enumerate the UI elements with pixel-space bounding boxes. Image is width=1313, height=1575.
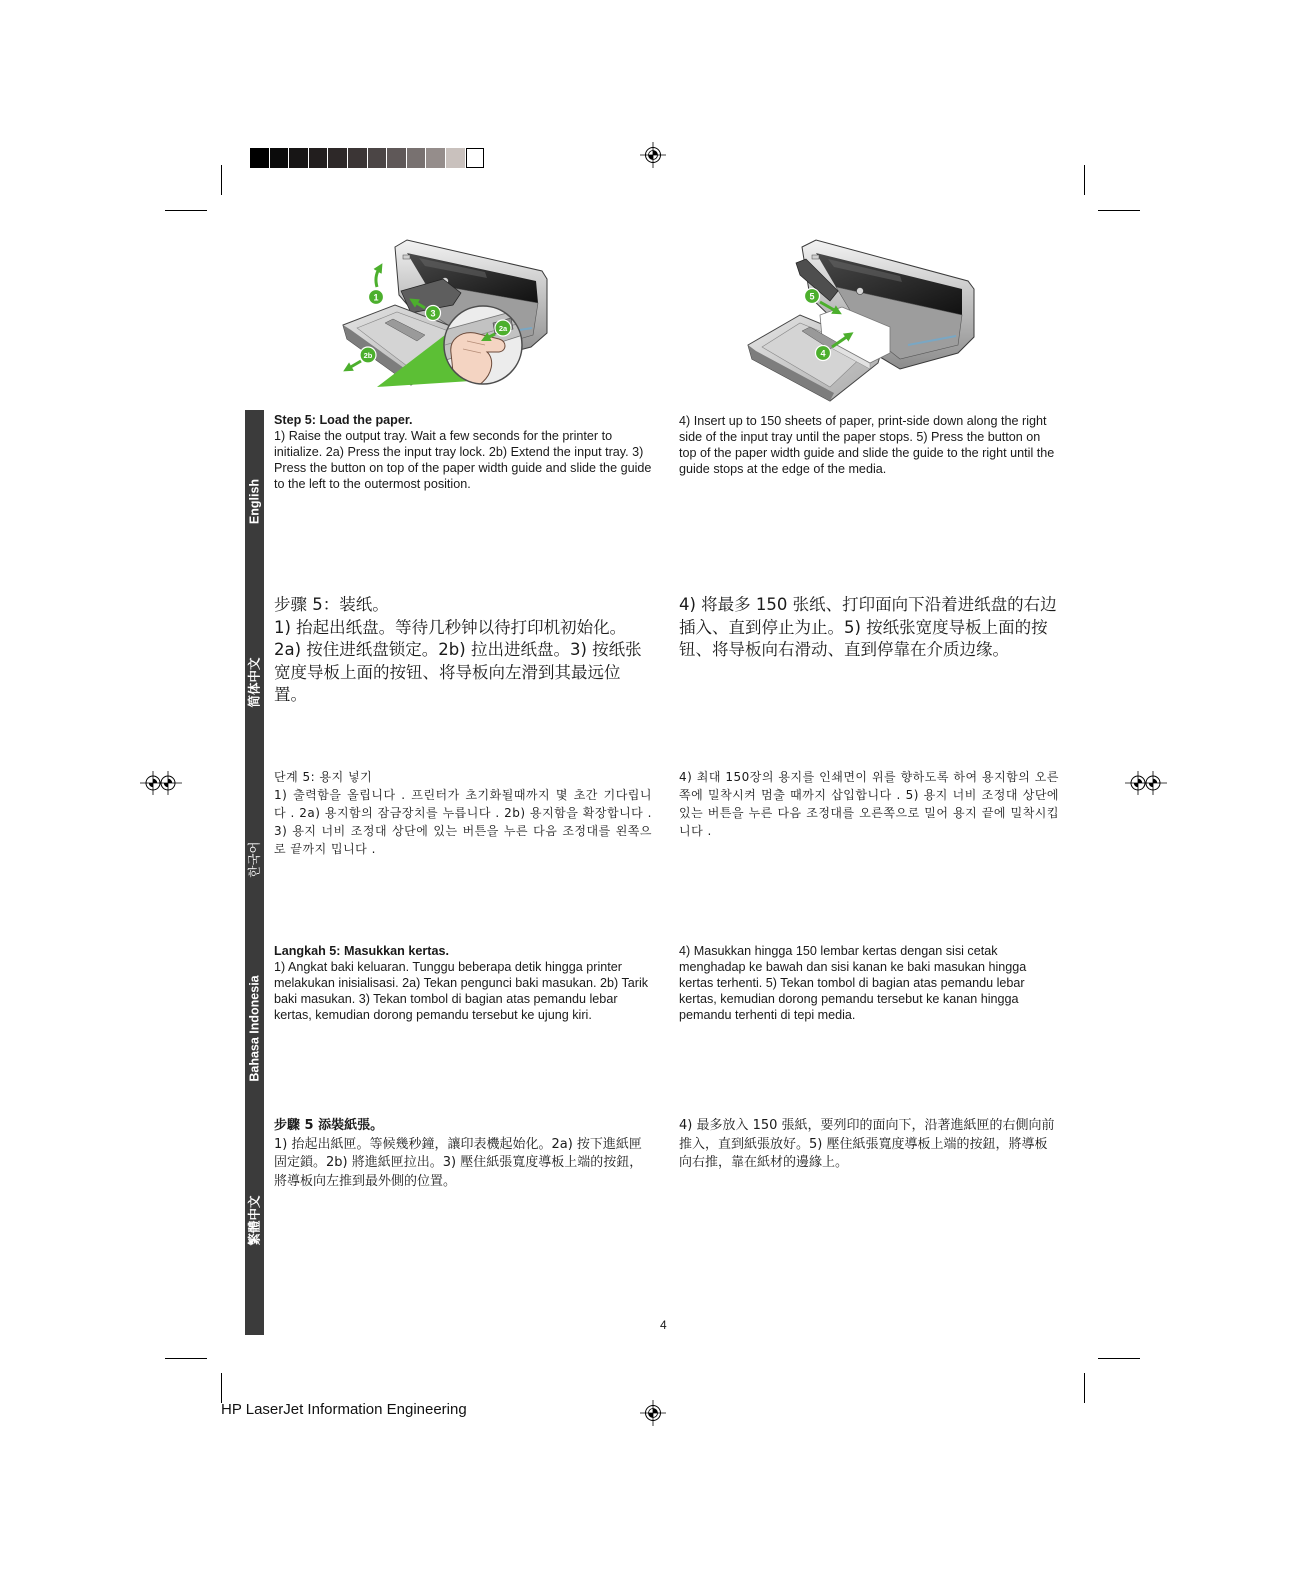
page-number: 4 (660, 1318, 667, 1332)
registration-mark-left (138, 768, 184, 798)
crop-mark-bottom-right-vertical (1084, 1373, 1085, 1403)
reg-quadrant (1138, 779, 1142, 783)
step-instructions: 1) 抬起出纸盘。等待几秒钟以待打印机初始化。2a) 按住进纸盘锁定。2b) 拉出进纸盘。3) 按纸张宽度导板上面的按钮、将导板向左滑到其最远位置。 (274, 617, 642, 704)
arrow-raise-output-tray (376, 269, 379, 287)
section-english-left (274, 412, 652, 492)
step-instructions: 1) Raise the output tray. Wait a few seconds for the printer to initialize. 2a) Press the input tray lock. 2b) Extend the input tray. 3) Press the button on top of the paper width guide and slide the guide to the left to the outermost position. (274, 429, 652, 491)
reg-quadrant (1153, 779, 1157, 783)
callout-4-label: 4 (820, 348, 826, 359)
step-heading: 步驟 5 添裝紙張。 (274, 1118, 384, 1133)
step-instructions: 1) 출력함을 올립니다 . 프린터가 초기화될때까지 몇 초간 기다립니다 . 2a) 용지함의 잠금장치를 누릅니다 . 2b) 용지함을 확장합니다 . 3) 용지 너비 조정대 상단에 있는 버튼을 누른 다음 조정대를 왼쪽으로 끝까지 밉니다 . (274, 788, 652, 856)
section-korean-right (679, 768, 1059, 840)
page-footer: HP LaserJet Information Engineering (221, 1401, 467, 1418)
step-instructions: 4) Insert up to 150 sheets of paper, print-side down along the right side of the input tray until the paper stops. 5) Press the button on top of the paper width guide and slide the guide to the right until the guide stops at the edge of the media. (679, 414, 1055, 476)
reg-quadrant (153, 779, 157, 783)
color-swatch (250, 148, 269, 168)
registration-mark-top (638, 140, 668, 170)
language-sidebar (245, 410, 264, 1335)
color-swatch (328, 148, 347, 168)
step-heading: Langkah 5: Masukkan kertas. (274, 944, 449, 958)
color-swatch (309, 148, 328, 168)
callout-1-label: 1 (373, 292, 379, 303)
step-instructions: 4) 최대 150장의 용지를 인쇄면이 위를 향하도록 하여 용지함의 오른쪽에 밀착시켜 멈출 때까지 삽입합니다 . 5) 용지 너비 조정대 상단에 있는 버튼을 누른 다음 조정대를 오른쪽으로 밀어 용지 끝에 밀착시킵니다 . (679, 770, 1059, 838)
section-indonesian-left (274, 943, 652, 1023)
sidebar-label-korean: 한국어 (247, 840, 261, 878)
color-swatch (387, 148, 406, 168)
crop-mark-top-left-vertical (221, 165, 222, 195)
hp-logo-icon (857, 288, 864, 295)
color-swatch (446, 148, 465, 168)
printer-control-buttons (403, 255, 410, 259)
section-english-right (679, 413, 1059, 477)
step-instructions: 4) 将最多 150 张纸、打印面向下沿着进纸盘的右边插入、直到停止为止。5) 按纸张宽度导板上面的按钮、将导板向右滑动、直到停靠在介质边缘。 (679, 595, 1057, 659)
printer-control-buttons (812, 255, 819, 259)
crop-mark-bottom-right-horizontal (1098, 1358, 1140, 1359)
crop-mark-bottom-left-vertical (221, 1373, 222, 1403)
registration-mark-right (1123, 768, 1169, 798)
color-swatch (426, 148, 445, 168)
crop-mark-top-right-vertical (1084, 165, 1085, 195)
callout-2a-label: 2a (498, 323, 508, 333)
crop-mark-top-right-horizontal (1098, 210, 1140, 211)
callout-3-label: 3 (430, 308, 436, 319)
step-instructions: 1) Angkat baki keluaran. Tunggu beberapa detik hingga printer melakukan inisialisasi. 2a) Tekan pengunci baki masukan. 2b) Tarik baki masukan. 3) Tekan tombol di bagian atas pemandu lebar kertas, kemudian dorong pemandu tersebut ke ujung kiri. (274, 960, 649, 1022)
crop-mark-top-left-horizontal (165, 210, 207, 211)
color-swatch (368, 148, 387, 168)
section-traditional-chinese-left (274, 1117, 652, 1191)
section-simplified-chinese-right (679, 594, 1059, 662)
reg-quadrant (1134, 783, 1138, 787)
printer-illustration-left (335, 235, 555, 403)
reg-quadrant (653, 151, 658, 156)
step-instructions: 4) Masukkan hingga 150 lembar kertas dengan sisi cetak menghadap ke bawah dan sisi kanan ke baki masukan hingga kertas terhenti. 5) Tekan tombol di bagian atas pemandu lebar kertas, kemudian dorong pemandu tersebut ke kanan hingga pemandu terhenti di tepi media. (679, 944, 1027, 1022)
color-swatch (348, 148, 367, 168)
reg-quadrant (168, 779, 172, 783)
step-heading: Step 5: Load the paper. (274, 413, 413, 427)
sidebar-label-traditional-chinese: 繁體中文 (247, 1195, 261, 1246)
arrow-extend-input-tray (349, 361, 361, 368)
registration-mark-bottom (638, 1398, 668, 1428)
color-calibration-bar (250, 148, 484, 168)
step-instructions: 4) 最多放入 150 張紙，要列印的面向下，沿著進紙匣的右側向前推入，直到紙張放好。5) 壓住紙張寬度導板上端的按鈕，將導板向右推，靠在紙材的邊緣上。 (679, 1118, 1055, 1170)
section-traditional-chinese-right (679, 1117, 1059, 1173)
sidebar-label-english: English (247, 478, 261, 524)
sidebar-label-indonesian: Bahasa Indonesia (247, 974, 261, 1082)
section-indonesian-right (679, 943, 1059, 1023)
color-swatch (270, 148, 289, 168)
color-swatch (289, 148, 308, 168)
step-heading: 步骤 5：装纸。 (274, 595, 389, 614)
step-heading: 단계 5: 용지 넣기 (274, 770, 373, 784)
printer-illustration-right (740, 235, 980, 407)
color-swatch (407, 148, 426, 168)
step-instructions: 1) 抬起出紙匣。等候幾秒鐘，讓印表機起始化。2a) 按下進紙匣固定鎖。2b) 將進紙匣拉出。3) 壓住紙張寬度導板上端的按鈕，將導板向左推到最外側的位置。 (274, 1136, 643, 1189)
section-korean-left (274, 768, 652, 858)
callout-2b-label: 2b (363, 350, 373, 360)
color-swatch (466, 148, 485, 168)
crop-mark-bottom-left-horizontal (165, 1358, 207, 1359)
reg-quadrant (649, 1413, 654, 1418)
section-simplified-chinese-left (274, 594, 652, 707)
sidebar-label-simplified-chinese: 简体中文 (247, 657, 261, 708)
reg-quadrant (653, 1409, 658, 1414)
callout-5-label: 5 (809, 291, 815, 302)
reg-quadrant (649, 155, 654, 160)
reg-quadrant (164, 783, 168, 787)
reg-quadrant (1149, 783, 1153, 787)
reg-quadrant (149, 783, 153, 787)
